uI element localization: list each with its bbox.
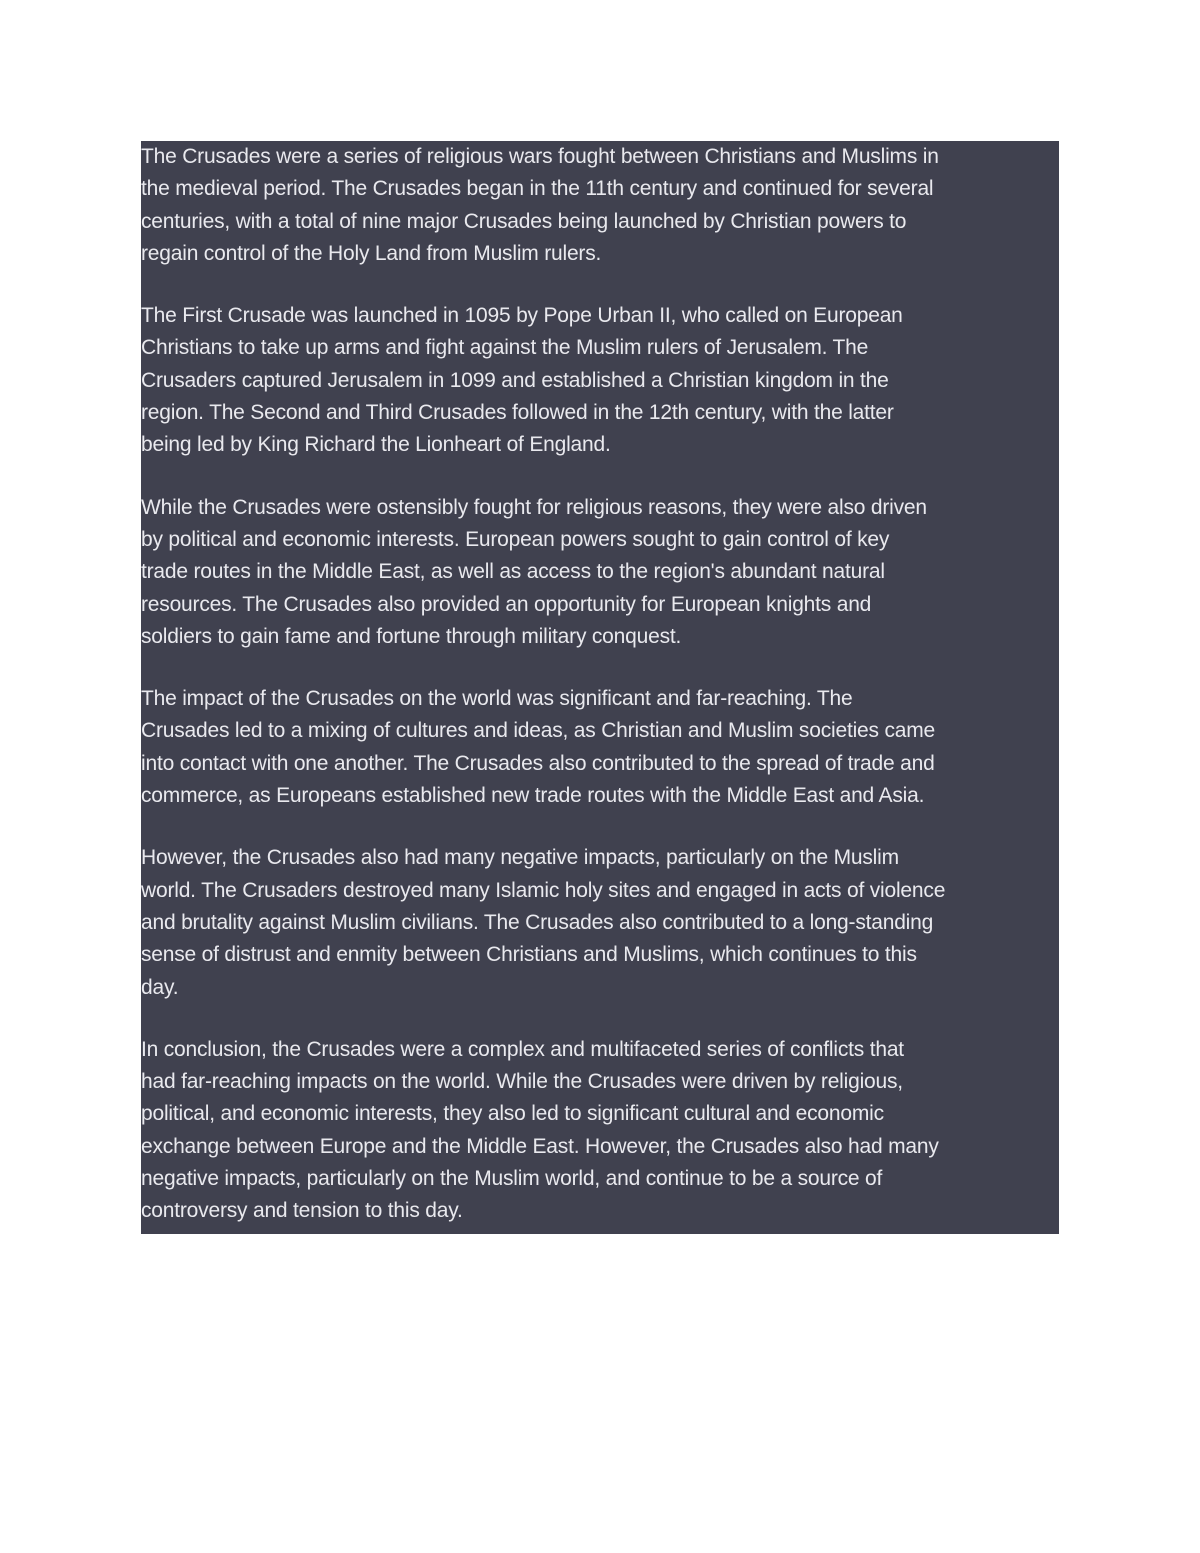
paragraph-2: The First Crusade was launched in 1095 by Pope Urban II, who called on European Christians to take up arms and fight against the Muslim rulers of Jerusalem. The Crusaders captured Jerusalem in 1099 and established a Christian kingdom in the region. The Second and Third Crusades followed in the 12th century, with the latter being led by King Richard the Lionheart of England.	[141, 304, 903, 457]
highlighted-text-block	[141, 141, 1059, 1234]
paragraph-3: While the Crusades were ostensibly fought for religious reasons, they were also driven by political and economic interests. European powers sought to gain control of key trade routes in the Middle East, as well as access to the region's abundant natural resources. The Crusades also provided an opportunity for European knights and soldiers to gain fame and fortune through military conquest.	[141, 495, 927, 648]
paragraph-6: In conclusion, the Crusades were a complex and multifaceted series of conflicts that had far-reaching impacts on the world. While the Crusades were driven by religious, political, and economic interests, they also led to significant cultural and economic exchange between Europe and the Middle East. However, the Crusades also had many negative impacts, particularly on the Muslim world, and continue to be a source of controversy and tension to this day.	[141, 1037, 939, 1223]
paragraph-1: The Crusades were a series of religious wars fought between Christians and Muslims in the medieval period. The Crusades began in the 11th century and continued for several centuries, with a total of nine major Crusades being launched by Christian powers to regain control of the Holy Land from Muslim rulers.	[141, 145, 939, 265]
paragraph-4: The impact of the Crusades on the world was significant and far-reaching. The Crusades led to a mixing of cultures and ideas, as Christian and Muslim societies came into contact with one another. The Crusades also contributed to the spread of trade and commerce, as Europeans established new trade routes with the Middle East and Asia.	[141, 687, 936, 808]
paragraph-5: However, the Crusades also had many negative impacts, particularly on the Muslim world. The Crusaders destroyed many Islamic holy sites and engaged in acts of violence and brutality against Muslim civilians. The Crusades also contributed to a long-standing sense of distrust and enmity between Christians and Muslims, which continues to this day.	[141, 846, 946, 999]
